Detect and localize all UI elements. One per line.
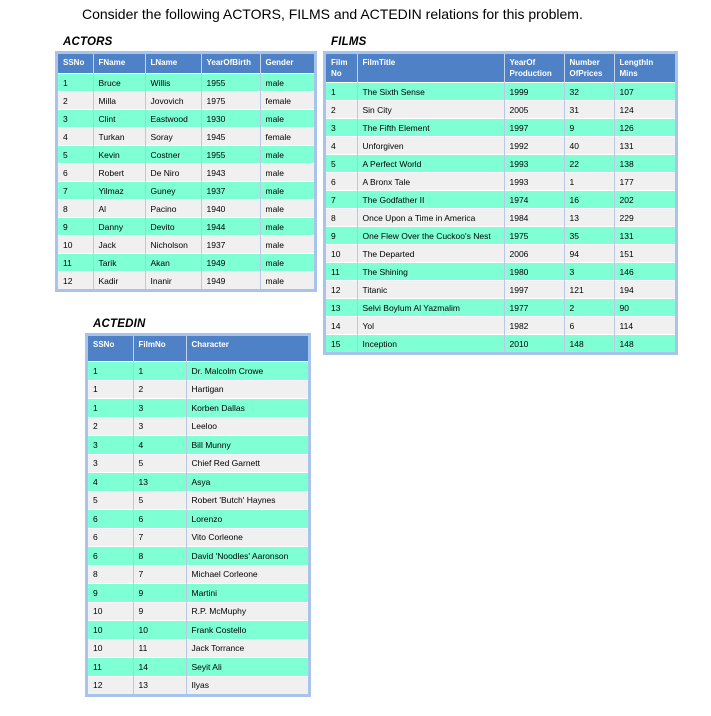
actedin-cell: 12 <box>88 676 133 694</box>
actedin-cell: 4 <box>133 436 186 455</box>
actedin-header-text: Character <box>191 340 229 349</box>
films-cell: 1992 <box>504 137 564 155</box>
actors-cell: male <box>260 182 314 200</box>
actors-cell: 10 <box>58 236 93 254</box>
actedin-cell: 7 <box>133 528 186 547</box>
actors-header-text: YearOfBirth <box>206 58 251 67</box>
films-cell: Sin City <box>357 101 504 119</box>
films-cell: 1999 <box>504 83 564 101</box>
films-column-header <box>504 54 564 83</box>
actors-row <box>58 146 314 164</box>
films-cell: 31 <box>564 101 614 119</box>
films-cell: 9 <box>564 119 614 137</box>
actors-cell: 3 <box>58 110 93 128</box>
actedin-cell: 13 <box>133 676 186 694</box>
actedin-cell: 10 <box>88 621 133 640</box>
films-row <box>326 155 675 173</box>
actors-cell: male <box>260 200 314 218</box>
actors-row <box>58 236 314 254</box>
films-cell: Titanic <box>357 281 504 299</box>
films-row <box>326 191 675 209</box>
actedin-cell: 9 <box>133 602 186 621</box>
actors-cell: 5 <box>58 146 93 164</box>
films-cell: 11 <box>326 263 357 281</box>
actedin-cell: 8 <box>88 565 133 584</box>
actedin-cell: 5 <box>133 454 186 473</box>
actedin-row <box>88 676 308 694</box>
films-cell: 229 <box>614 209 675 227</box>
actors-row <box>58 164 314 182</box>
actors-cell: 1955 <box>201 74 260 92</box>
actors-row <box>58 182 314 200</box>
films-header-text: Film <box>331 58 348 67</box>
films-cell: 1993 <box>504 173 564 191</box>
films-cell: 1993 <box>504 155 564 173</box>
films-cell: 148 <box>614 335 675 353</box>
actors-cell: 9 <box>58 218 93 236</box>
films-row <box>326 209 675 227</box>
actedin-cell: Ilyas <box>186 676 308 694</box>
films-cell: 14 <box>326 317 357 335</box>
films-cell: One Flew Over the Cuckoo's Nest <box>357 227 504 245</box>
films-cell: 1977 <box>504 299 564 317</box>
films-row <box>326 245 675 263</box>
actors-header-text: LName <box>150 58 178 67</box>
actors-cell: Devito <box>145 218 201 236</box>
films-header-text: LengthIn <box>619 58 654 67</box>
actors-cell: female <box>260 128 314 146</box>
actedin-cell: 9 <box>88 584 133 603</box>
actors-cell: 11 <box>58 254 93 272</box>
films-cell: 7 <box>326 191 357 209</box>
actedin-cell: 6 <box>133 510 186 529</box>
films-cell: 2006 <box>504 245 564 263</box>
actors-cell: Clint <box>93 110 145 128</box>
films-cell: 131 <box>614 137 675 155</box>
films-cell: 107 <box>614 83 675 101</box>
films-row <box>326 227 675 245</box>
films-cell: Once Upon a Time in America <box>357 209 504 227</box>
actors-cell: Costner <box>145 146 201 164</box>
actors-cell: 1949 <box>201 254 260 272</box>
actors-cell: 1944 <box>201 218 260 236</box>
actors-table <box>58 54 314 289</box>
actedin-cell: 6 <box>88 547 133 566</box>
films-header-text: No <box>331 69 342 78</box>
actors-row <box>58 218 314 236</box>
films-row <box>326 173 675 191</box>
actors-cell: 12 <box>58 272 93 290</box>
films-header-text: Production <box>509 69 552 78</box>
films-cell: 2 <box>564 299 614 317</box>
actors-cell: Kadir <box>93 272 145 290</box>
actors-cell: 1930 <box>201 110 260 128</box>
films-cell: Unforgiven <box>357 137 504 155</box>
actors-cell: male <box>260 74 314 92</box>
actedin-cell: 13 <box>133 473 186 492</box>
films-cell: 1 <box>564 173 614 191</box>
actors-cell: 1943 <box>201 164 260 182</box>
films-column-header <box>326 54 357 83</box>
actedin-cell: 6 <box>88 528 133 547</box>
actedin-column-header <box>186 336 308 362</box>
films-cell: 6 <box>564 317 614 335</box>
actedin-cell: 1 <box>133 362 186 381</box>
actedin-cell: 6 <box>88 510 133 529</box>
actedin-cell: 1 <box>88 362 133 381</box>
actedin-row <box>88 491 308 510</box>
actedin-cell: Korben Dallas <box>186 399 308 418</box>
actedin-row <box>88 362 308 381</box>
actedin-cell: Martini <box>186 584 308 603</box>
actors-cell: Guney <box>145 182 201 200</box>
films-cell: 1975 <box>504 227 564 245</box>
films-cell: 131 <box>614 227 675 245</box>
films-cell: 126 <box>614 119 675 137</box>
films-cell: Yol <box>357 317 504 335</box>
films-header-row <box>326 54 675 83</box>
actors-cell: Danny <box>93 218 145 236</box>
actors-cell: 1 <box>58 74 93 92</box>
actedin-cell: Asya <box>186 473 308 492</box>
actors-cell: Al <box>93 200 145 218</box>
films-cell: The Godfather II <box>357 191 504 209</box>
actedin-cell: Lorenzo <box>186 510 308 529</box>
films-cell: 3 <box>564 263 614 281</box>
actors-header-text: Gender <box>265 58 294 67</box>
actedin-cell: Vito Corleone <box>186 528 308 547</box>
films-cell: 5 <box>326 155 357 173</box>
films-row <box>326 263 675 281</box>
actedin-cell: Jack Torrance <box>186 639 308 658</box>
actors-cell: 1937 <box>201 236 260 254</box>
actedin-column-header <box>88 336 133 362</box>
actedin-row <box>88 380 308 399</box>
films-cell: 114 <box>614 317 675 335</box>
actedin-row <box>88 510 308 529</box>
actors-cell: Willis <box>145 74 201 92</box>
actedin-cell: 4 <box>88 473 133 492</box>
actors-cell: male <box>260 236 314 254</box>
films-row <box>326 317 675 335</box>
actors-cell: 1945 <box>201 128 260 146</box>
actedin-column-header <box>133 336 186 362</box>
films-row <box>326 299 675 317</box>
actedin-row <box>88 547 308 566</box>
actors-title: ACTORS <box>63 36 113 48</box>
actors-cell: 1940 <box>201 200 260 218</box>
actedin-cell: Bill Munny <box>186 436 308 455</box>
films-cell: A Bronx Tale <box>357 173 504 191</box>
films-cell: 1 <box>326 83 357 101</box>
actedin-cell: 11 <box>133 639 186 658</box>
actedin-row <box>88 399 308 418</box>
films-header-text: YearOf <box>509 58 536 67</box>
films-cell: 1984 <box>504 209 564 227</box>
actedin-cell: 3 <box>88 436 133 455</box>
films-row <box>326 335 675 353</box>
films-header-text: Number <box>569 58 600 67</box>
actors-row <box>58 74 314 92</box>
films-cell: The Fifth Element <box>357 119 504 137</box>
actedin-row <box>88 528 308 547</box>
films-cell: 10 <box>326 245 357 263</box>
actors-cell: Kevin <box>93 146 145 164</box>
actedin-cell: 3 <box>133 417 186 436</box>
actors-cell: male <box>260 110 314 128</box>
films-header-text: FilmTitle <box>362 58 396 67</box>
actedin-body <box>88 362 308 695</box>
actedin-row <box>88 602 308 621</box>
actors-cell: 4 <box>58 128 93 146</box>
actors-cell: 1955 <box>201 146 260 164</box>
actors-cell: male <box>260 164 314 182</box>
actors-cell: De Niro <box>145 164 201 182</box>
actors-cell: Soray <box>145 128 201 146</box>
actedin-cell: 5 <box>133 491 186 510</box>
films-row <box>326 101 675 119</box>
actors-cell: Bruce <box>93 74 145 92</box>
films-cell: 124 <box>614 101 675 119</box>
actors-header-text: SSNo <box>63 58 85 67</box>
actors-header-row <box>58 54 314 74</box>
actors-column-header <box>93 54 145 74</box>
actors-cell: 2 <box>58 92 93 110</box>
films-cell: The Sixth Sense <box>357 83 504 101</box>
actors-table-frame <box>55 51 317 292</box>
films-cell: Inception <box>357 335 504 353</box>
actedin-cell: 3 <box>88 454 133 473</box>
actedin-cell: Robert 'Butch' Haynes <box>186 491 308 510</box>
films-cell: 35 <box>564 227 614 245</box>
actedin-row <box>88 473 308 492</box>
actedin-header-row <box>88 336 308 362</box>
actors-column-header <box>58 54 93 74</box>
actors-cell: female <box>260 92 314 110</box>
actors-row <box>58 200 314 218</box>
actors-cell: 7 <box>58 182 93 200</box>
actors-row <box>58 254 314 272</box>
actors-cell: Milla <box>93 92 145 110</box>
films-header-text: Mins <box>619 69 638 78</box>
actors-cell: Robert <box>93 164 145 182</box>
actors-cell: male <box>260 146 314 164</box>
actedin-cell: Michael Corleone <box>186 565 308 584</box>
films-cell: 202 <box>614 191 675 209</box>
films-body <box>326 83 675 353</box>
films-cell: 1997 <box>504 281 564 299</box>
films-cell: 177 <box>614 173 675 191</box>
actors-cell: Turkan <box>93 128 145 146</box>
actedin-row <box>88 454 308 473</box>
films-cell: 4 <box>326 137 357 155</box>
actors-cell: 8 <box>58 200 93 218</box>
films-cell: 6 <box>326 173 357 191</box>
actors-cell: Pacino <box>145 200 201 218</box>
actedin-table <box>88 336 308 694</box>
films-cell: 2010 <box>504 335 564 353</box>
films-cell: 138 <box>614 155 675 173</box>
actedin-cell: R.P. McMuphy <box>186 602 308 621</box>
films-cell: 94 <box>564 245 614 263</box>
actors-cell: Inanir <box>145 272 201 290</box>
actedin-cell: 2 <box>133 380 186 399</box>
films-cell: 32 <box>564 83 614 101</box>
films-table <box>326 54 675 352</box>
films-column-header <box>614 54 675 83</box>
films-cell: 9 <box>326 227 357 245</box>
actedin-cell: Seyit Ali <box>186 658 308 677</box>
actedin-cell: 3 <box>133 399 186 418</box>
films-cell: 13 <box>564 209 614 227</box>
actors-cell: male <box>260 254 314 272</box>
actedin-cell: Dr. Malcolm Crowe <box>186 362 308 381</box>
actors-column-header <box>260 54 314 74</box>
films-cell: 2005 <box>504 101 564 119</box>
films-cell: 1974 <box>504 191 564 209</box>
actors-cell: male <box>260 272 314 290</box>
films-cell: 15 <box>326 335 357 353</box>
films-column-header <box>357 54 504 83</box>
actors-cell: Nicholson <box>145 236 201 254</box>
films-cell: 121 <box>564 281 614 299</box>
actedin-cell: 7 <box>133 565 186 584</box>
actedin-cell: Hartigan <box>186 380 308 399</box>
actors-cell: Yilmaz <box>93 182 145 200</box>
actedin-table-frame <box>85 333 311 697</box>
films-cell: 12 <box>326 281 357 299</box>
films-cell: 8 <box>326 209 357 227</box>
films-cell: The Shining <box>357 263 504 281</box>
films-row <box>326 137 675 155</box>
actors-cell: 1937 <box>201 182 260 200</box>
films-cell: 146 <box>614 263 675 281</box>
actedin-row <box>88 417 308 436</box>
films-cell: 40 <box>564 137 614 155</box>
actedin-cell: 10 <box>133 621 186 640</box>
films-cell: 1982 <box>504 317 564 335</box>
actedin-cell: Frank Costello <box>186 621 308 640</box>
actedin-cell: Chief Red Garnett <box>186 454 308 473</box>
actedin-cell: 14 <box>133 658 186 677</box>
actors-header-text: FName <box>98 58 126 67</box>
films-cell: The Departed <box>357 245 504 263</box>
actedin-cell: 10 <box>88 602 133 621</box>
actedin-cell: 11 <box>88 658 133 677</box>
actedin-cell: 2 <box>88 417 133 436</box>
actedin-cell: 8 <box>133 547 186 566</box>
actedin-cell: 9 <box>133 584 186 603</box>
films-cell: 22 <box>564 155 614 173</box>
films-header-text: OfPrices <box>569 69 603 78</box>
actors-cell: 1975 <box>201 92 260 110</box>
films-cell: 1980 <box>504 263 564 281</box>
actors-cell: Tarik <box>93 254 145 272</box>
actedin-row <box>88 621 308 640</box>
actors-row <box>58 92 314 110</box>
actors-cell: 6 <box>58 164 93 182</box>
actors-row <box>58 272 314 290</box>
films-cell: Selvi Boylum Al Yazmalim <box>357 299 504 317</box>
actors-cell: Jovovich <box>145 92 201 110</box>
actors-body <box>58 74 314 290</box>
actors-column-header <box>145 54 201 74</box>
films-row <box>326 83 675 101</box>
films-column-header <box>564 54 614 83</box>
actors-cell: male <box>260 218 314 236</box>
actedin-cell: 1 <box>88 399 133 418</box>
films-cell: 2 <box>326 101 357 119</box>
actedin-cell: David 'Noodles' Aaronson <box>186 547 308 566</box>
actedin-header-text: FilmNo <box>138 340 166 349</box>
actedin-cell: 5 <box>88 491 133 510</box>
films-cell: 90 <box>614 299 675 317</box>
actors-cell: 1949 <box>201 272 260 290</box>
films-cell: 194 <box>614 281 675 299</box>
actedin-cell: Leeloo <box>186 417 308 436</box>
films-cell: 148 <box>564 335 614 353</box>
films-cell: 13 <box>326 299 357 317</box>
actedin-title: ACTEDIN <box>93 318 146 330</box>
actedin-cell: 10 <box>88 639 133 658</box>
films-cell: 16 <box>564 191 614 209</box>
actedin-header-text: SSNo <box>93 340 115 349</box>
actedin-row <box>88 565 308 584</box>
films-cell: 1997 <box>504 119 564 137</box>
problem-intro: Consider the following ACTORS, FILMS and ACTEDIN relations for this problem. <box>82 6 583 22</box>
films-cell: 3 <box>326 119 357 137</box>
actors-cell: Jack <box>93 236 145 254</box>
films-table-frame <box>323 51 678 355</box>
actors-row <box>58 128 314 146</box>
films-row <box>326 281 675 299</box>
films-row <box>326 119 675 137</box>
actors-cell: Akan <box>145 254 201 272</box>
films-cell: A Perfect World <box>357 155 504 173</box>
actedin-row <box>88 658 308 677</box>
actedin-row <box>88 584 308 603</box>
actedin-cell: 1 <box>88 380 133 399</box>
actedin-row <box>88 436 308 455</box>
films-title: FILMS <box>331 36 367 48</box>
films-cell: 151 <box>614 245 675 263</box>
actors-cell: Eastwood <box>145 110 201 128</box>
actedin-row <box>88 639 308 658</box>
actors-row <box>58 110 314 128</box>
actors-column-header <box>201 54 260 74</box>
